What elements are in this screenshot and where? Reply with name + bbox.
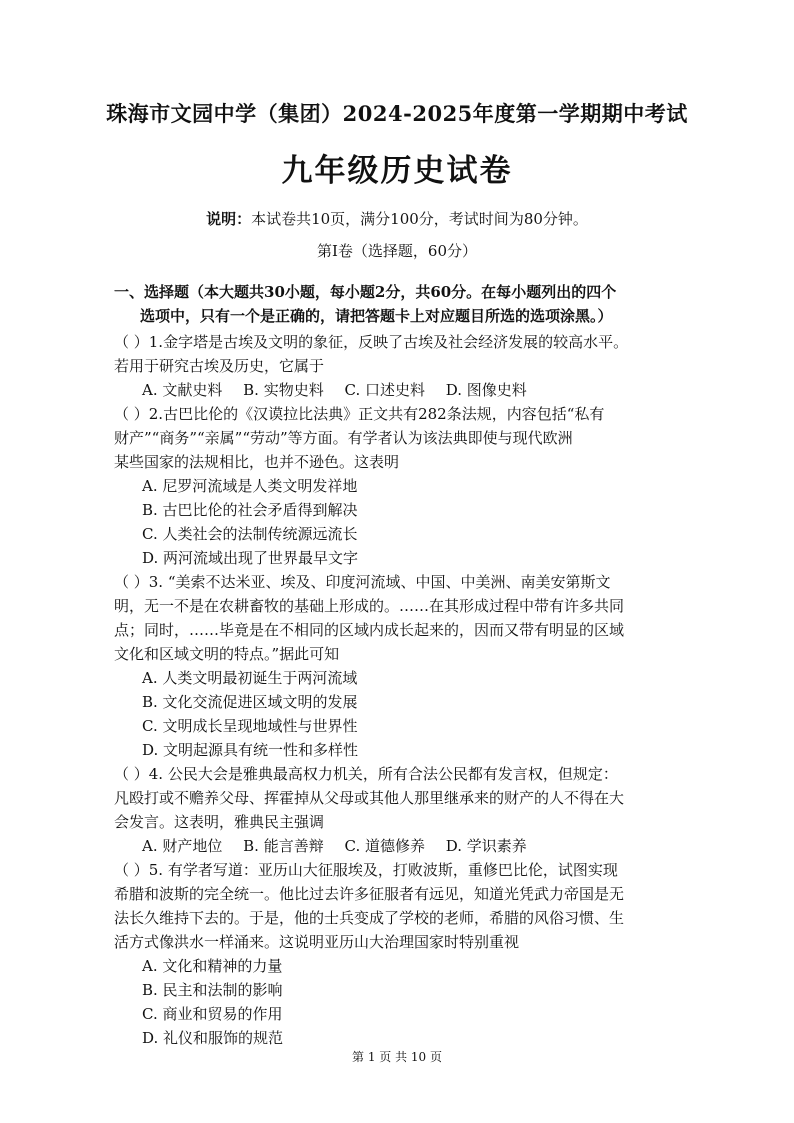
question-1-line: 若用于研究古埃及历史，它属于 bbox=[114, 357, 325, 375]
option-a: A. 文献史料 bbox=[142, 381, 223, 399]
page-footer: 第 1 页 共 10 页 bbox=[352, 1050, 442, 1064]
question-3-line: 文化和区域文明的特点。”据此可知 bbox=[114, 645, 340, 663]
option-d: D. 文明起源具有统一性和多样性 bbox=[142, 741, 359, 759]
question-3-line: 点；同时，……毕竟是在不相同的区域内成长起来的，因而又带有明显的区域 bbox=[114, 621, 625, 639]
question-5-line: （ ）5. 有学者写道：亚历山大征服埃及，打败波斯，重修巴比伦，试图实现 bbox=[114, 861, 618, 879]
option-c: C. 人类社会的法制传统源远流长 bbox=[142, 525, 358, 543]
question-3-line: （ ）3. “美索不达米亚、埃及、印度河流域、中国、中美洲、南美安第斯文 bbox=[114, 573, 611, 591]
exam-subject-title: 九年级历史试卷 bbox=[281, 153, 513, 189]
part-one-heading bbox=[114, 280, 704, 328]
option-a: A. 人类文明最初诞生于两河流域 bbox=[142, 669, 358, 687]
question-5-line: 法长久维持下去的。于是，他的士兵变成了学校的老师，希腊的风俗习惯、生 bbox=[114, 909, 625, 927]
question-4-options bbox=[114, 834, 696, 858]
part-one-heading-line1: 一、选择题（本大题共30小题，每小题2分，共60分。在每小题列出的四个 bbox=[114, 283, 617, 301]
option-c: C. 口述史料 bbox=[344, 381, 425, 399]
option-a: A. 尼罗河流域是人类文明发祥地 bbox=[142, 477, 358, 495]
instructions-text: 本试卷共10页，满分100分，考试时间为80分钟。 bbox=[251, 210, 588, 228]
question-4-line: 凡殴打或不赡养父母、挥霍掉从父母或其他人那里继承来的财产的人不得在大 bbox=[114, 789, 625, 807]
question-5-line: 活方式像洪水一样涌来。这说明亚历山大治理国家时特别重视 bbox=[114, 933, 520, 951]
option-d: D. 两河流域出现了世界最早文字 bbox=[142, 549, 359, 567]
option-b: B. 能言善辩 bbox=[243, 837, 324, 855]
question-1-options bbox=[114, 378, 696, 402]
option-c: C. 商业和贸易的作用 bbox=[142, 1005, 283, 1023]
option-c: C. 道德修养 bbox=[344, 837, 425, 855]
question-2 bbox=[114, 402, 696, 570]
question-4 bbox=[114, 762, 696, 858]
exam-instructions bbox=[0, 208, 794, 229]
question-5-line: 希腊和波斯的完全统一。他比过去许多征服者有远见，知道光凭武力帝国是无 bbox=[114, 885, 625, 903]
question-1-line: （ ）1.金字塔是古埃及文明的象征，反映了古埃及社会经济发展的较高水平。 bbox=[114, 333, 629, 351]
option-a: A. 财产地位 bbox=[142, 837, 223, 855]
option-c: C. 文明成长呈现地域性与世界性 bbox=[142, 717, 358, 735]
instructions-label: 说明： bbox=[206, 210, 252, 228]
option-d: D. 礼仪和服饰的规范 bbox=[142, 1029, 284, 1047]
option-d: D. 图像史料 bbox=[445, 381, 527, 399]
question-2-line: 某些国家的法规相比，也并不逊色。这表明 bbox=[114, 453, 400, 471]
question-3 bbox=[114, 570, 696, 762]
section-title: 第Ⅰ卷（选择题，60分） bbox=[316, 242, 477, 260]
question-1 bbox=[114, 330, 696, 402]
question-2-line: 财产”“商务”“亲属”“劳动”等方面。有学者认为该法典即使与现代欧洲 bbox=[114, 429, 573, 447]
exam-title: 珠海市文园中学（集团）2024-2025年度第一学期期中考试 bbox=[106, 101, 688, 126]
question-4-line: 会发言。这表明，雅典民主强调 bbox=[114, 813, 325, 831]
question-3-line: 明，无一不是在农耕畜牧的基础上形成的。……在其形成过程中带有许多共同 bbox=[114, 597, 625, 615]
part-one-heading-line2: 选项中，只有一个是正确的，请把答题卡上对应题目所选的选项涂黑。） bbox=[140, 307, 613, 325]
option-b: B. 实物史料 bbox=[243, 381, 324, 399]
option-b: B. 文化交流促进区域文明的发展 bbox=[142, 693, 358, 711]
question-2-line: （ ）2.古巴比伦的《汉谟拉比法典》正文共有282条法规，内容包括“私有 bbox=[114, 405, 605, 423]
option-b: B. 古巴比伦的社会矛盾得到解决 bbox=[142, 501, 358, 519]
question-4-line: （ ）4. 公民大会是雅典最高权力机关，所有合法公民都有发言权，但规定： bbox=[114, 765, 618, 783]
option-b: B. 民主和法制的影响 bbox=[142, 981, 283, 999]
option-d: D. 学识素养 bbox=[445, 837, 527, 855]
option-a: A. 文化和精神的力量 bbox=[142, 957, 283, 975]
question-5 bbox=[114, 858, 696, 1050]
